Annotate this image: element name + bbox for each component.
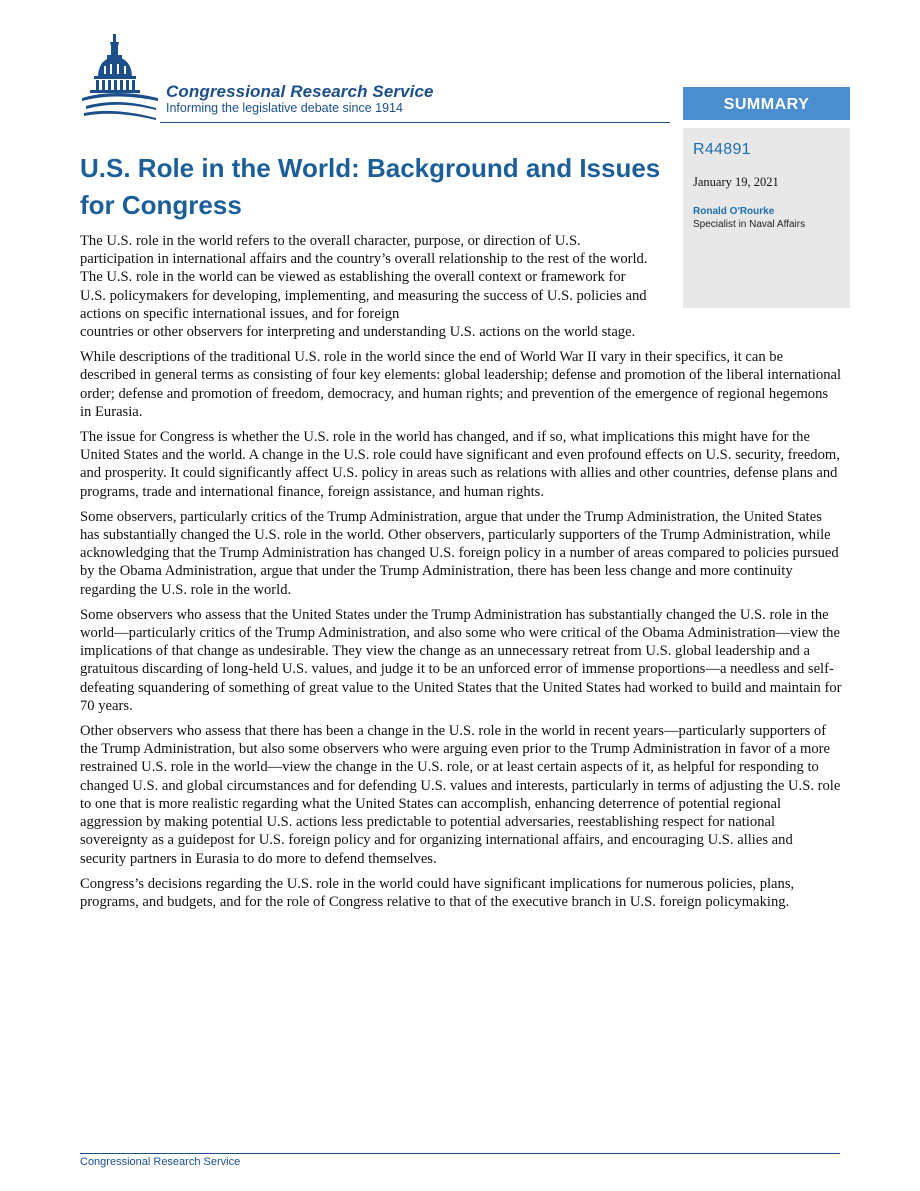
paragraph-4: Some observers, particularly critics of the Trump Administration, argue that under the Trump Administration, the United States has substantially changed the U.S. role in the world. Other observers, particularly supporters of the Trump Administration, while acknowledging that the Trump Administration has changed U.S. foreign policy in a number of areas compared to policies pursued by the Obama Administration, argue that under the Trump Administration, there has been less change and more continuity regarding the U.S. role in the world. — [80, 508, 839, 598]
paragraph-3: The issue for Congress is whether the U.S. role in the world has changed, and if so, what implications this might have for the United States and the world. A change in the U.S. role could have significant and even profound effects on U.S. security, freedom, and prosperity. It could significantly affect U.S. policy in areas such as relations with allies and other countries, defense plans and programs, trade and international finance, foreign assistance, and human rights. — [80, 429, 840, 500]
paragraph-5: Some observers who assess that the United States under the Trump Administration has substantially changed the U.S. role in the world—particularly critics of the Trump Administration, and also some who were critical of the Obama Administration—view the implications of that change as undesirable. They view the change as an unnecessary retreat from U.S. global leadership and a gratuitous discarding of long-held U.S. values, and judge it to be an unforced error of immense proportions—a needless and self-defeating squandering of something of great value to the United States that the United States had worked to build and maintain for 70 years. — [80, 606, 842, 714]
report-date: January 19, 2021 — [693, 175, 779, 189]
page-title: U.S. Role in the World: Background and Issues for Congress — [80, 153, 661, 220]
report-number: R44891 — [693, 141, 751, 158]
paragraph-1 — [80, 232, 655, 341]
header-divider — [160, 122, 670, 123]
summary-body — [80, 232, 842, 918]
org-tagline: Informing the legislative debate since 1914 — [166, 101, 403, 115]
org-name: Congressional Research Service — [166, 82, 434, 101]
author-title: Specialist in Naval Affairs — [693, 219, 806, 230]
paragraph-1-tail: countries or other observers for interpreting and understanding U.S. actions on the world stage. — [80, 324, 636, 341]
paragraph-2: While descriptions of the traditional U.S. role in the world since the end of World War II vary in their specifics, it can be described in general terms as consisting of four key elements: global leadership; defense and promotion of the liberal international order; defense and promotion of freedom, democracy, and human rights; and prevention of the emergence of regional hegemons in Eurasia. — [80, 349, 842, 420]
author-name: Ronald O'Rourke — [693, 206, 775, 217]
crs-wordmark — [166, 83, 434, 116]
capitol-dome-icon — [80, 32, 160, 122]
footer-divider — [80, 1153, 840, 1154]
footer-text: Congressional Research Service — [80, 1156, 241, 1168]
paragraph-1-head: The U.S. role in the world refers to the overall character, purpose, or direction of U.S. participation in international affairs and the country’s overall relationship to the rest of the world. The U.S. role in the world can be viewed as establishing the overall context or framework for U.S. policymakers for developing, implementing, and measuring the success of U.S. policies and actions on specific international issues, and for foreign — [80, 233, 648, 322]
paragraph-7: Congress’s decisions regarding the U.S. role in the world could have significant implications for numerous policies, plans, programs, and budgets, and for the role of Congress relative to that of the executive branch in U.S. foreign policymaking. — [80, 875, 795, 910]
paragraph-6: Other observers who assess that there has been a change in the U.S. role in the world in recent years—particularly supporters of the Trump Administration, but also some observers who were arguing even prior to the Trump Administration in favor of a more restrained U.S. role in the world—view the change in the U.S. role, or at least certain aspects of it, as helpful for responding to changed U.S. and global circumstances and for defending U.S. values and interests, particularly in terms of adjusting the U.S. role to one that is more realistic regarding what the United States can accomplish, enhancing deterrence of potential regional aggression by making potential U.S. actions less predictable to potential adversaries, reestablishing respect for national sovereignty as a guidepost for U.S. foreign policy and for organizing international affairs, and encouraging U.S. allies and security partners in Eurasia to do more to defend themselves. — [80, 723, 841, 867]
summary-tab: SUMMARY — [683, 87, 850, 120]
